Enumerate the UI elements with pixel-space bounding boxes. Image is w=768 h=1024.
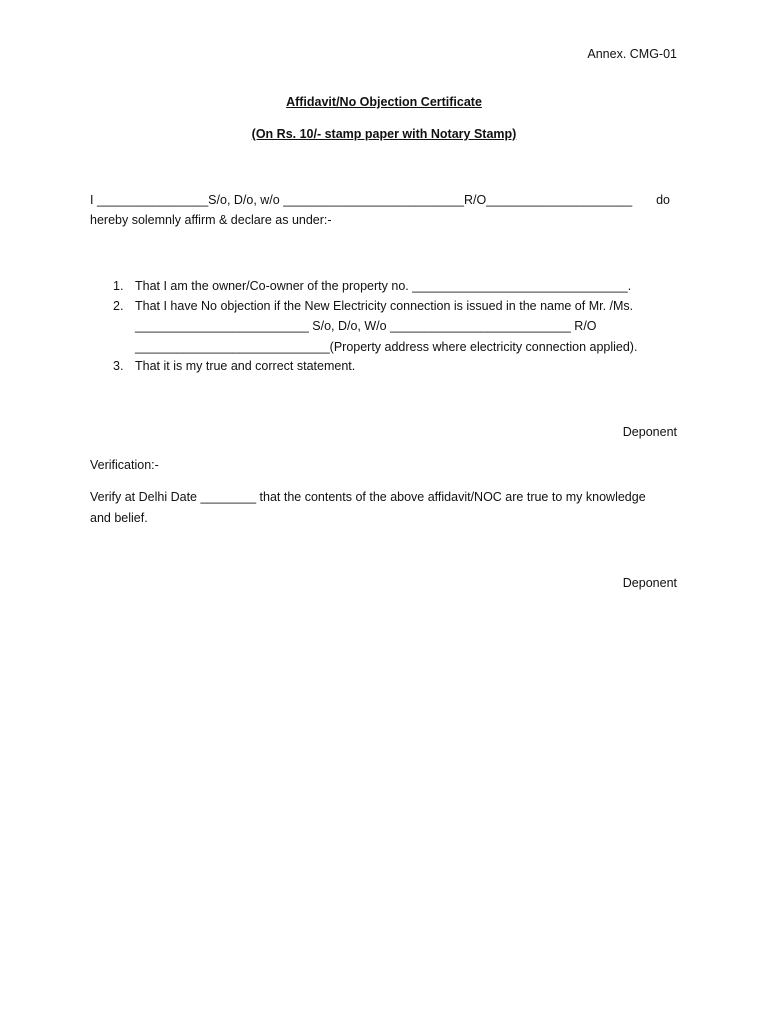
list-item xyxy=(113,299,633,313)
list-item xyxy=(113,279,631,293)
document-subtitle: (On Rs. 10/- stamp paper with Notary Stamp) xyxy=(251,127,517,141)
list-item-text: That it is my true and correct statement. xyxy=(135,359,356,373)
list-item-number: 1. xyxy=(113,279,124,293)
list-item-continuation: _________________________ S/o, D/o, W/o __________________________ R/O xyxy=(135,319,597,333)
document-title: Affidavit/No Objection Certificate xyxy=(286,95,482,109)
intro-line-1-right: do xyxy=(656,193,670,207)
verification-line-2: and belief. xyxy=(90,511,148,525)
list-item-text: That I am the owner/Co-owner of the property no. _______________________________. xyxy=(135,279,632,293)
intro-line-1 xyxy=(90,193,670,207)
deponent-signature-label: Deponent xyxy=(622,576,677,590)
deponent-signature-label: Deponent xyxy=(622,425,677,439)
intro-line-1-left: I ________________S/o, D/o, w/o __________________________R/O_____________________ xyxy=(90,193,633,207)
list-item-text: That I have No objection if the New Electricity connection is issued in the name of Mr. /Ms. xyxy=(135,299,634,313)
list-item-number: 3. xyxy=(113,359,124,373)
annex-number: Annex. CMG-01 xyxy=(587,47,677,61)
list-item xyxy=(113,359,355,373)
intro-line-2: hereby solemnly affirm & declare as under:- xyxy=(90,213,332,227)
list-item-continuation: ____________________________(Property address where electricity connection applied). xyxy=(135,340,638,354)
verification-heading: Verification:- xyxy=(90,458,159,472)
verification-line-1: Verify at Delhi Date ________ that the contents of the above affidavit/NOC are true to my knowledge xyxy=(90,490,646,504)
list-item-number: 2. xyxy=(113,299,124,313)
